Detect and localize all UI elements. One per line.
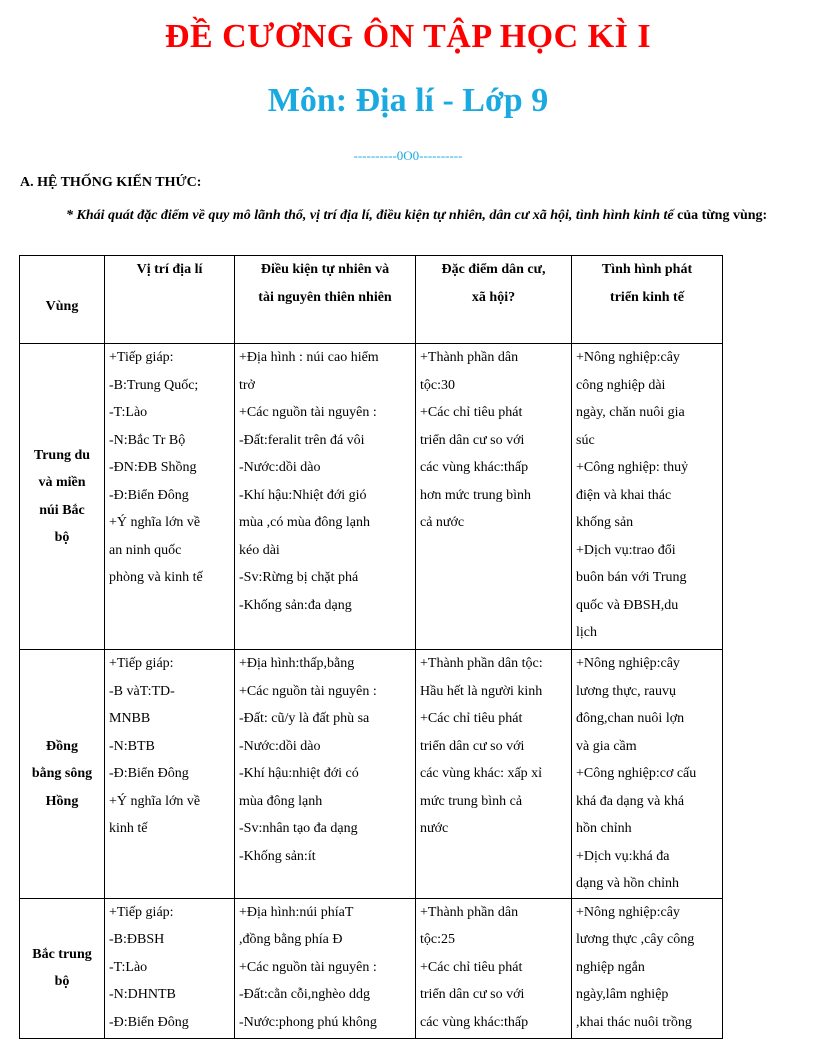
cell-text-line: quốc và ĐBSH,du: [576, 597, 679, 613]
cell-text-line: các vùng khác:thấp: [420, 1014, 529, 1030]
cell-text-line: và gia cầm: [576, 738, 637, 754]
region-name-line: bằng sông: [31, 766, 93, 781]
cell-text-line: -Nước:dồi dào: [239, 738, 321, 754]
intro-lead: * Khái quát đặc điểm về quy mô lãnh thổ, vị trí địa lí, điều kiện tự nhiên, dân cư xã hội, tình hình kinh tế: [66, 208, 674, 223]
table-body: [20, 344, 723, 1039]
cell-text-line: -Đ:Biển Đông: [109, 1014, 189, 1030]
cell-text-line: +Công nghiệp: thuỷ: [576, 460, 689, 475]
header-dan-cu: [416, 256, 572, 344]
cell-text-line: +Địa hình:thấp,bằng: [239, 656, 355, 671]
cell-text-line: súc: [576, 432, 595, 448]
cell-text-line: điện và khai thác: [576, 487, 672, 503]
cell-dan-cu: [416, 650, 572, 899]
cell-text-line: triển dân cư so với: [420, 432, 525, 448]
cell-text-line: tộc:30: [420, 377, 455, 393]
header-kinh-te: [572, 256, 723, 344]
region-name-line: bộ: [54, 974, 70, 989]
cell-text-line: +Các chỉ tiêu phát: [420, 959, 523, 975]
cell-text-line: tộc:25: [420, 932, 455, 947]
cell-text-line: nghiệp ngắn: [576, 959, 645, 975]
cell-text-line: -B:ĐBSH: [109, 932, 165, 947]
cell-dieu-kien: [235, 344, 416, 650]
cell-dieu-kien: [235, 898, 416, 1038]
cell-text-line: ngày, chăn nuôi gia: [576, 405, 685, 420]
cell-text-line: hồn chỉnh: [576, 821, 632, 836]
cell-text-line: cả nước: [420, 515, 465, 530]
cell-text-line: -Khống sản:ít: [239, 848, 316, 864]
cell-text-line: trở: [239, 377, 255, 393]
document-title: ĐỀ CƯƠNG ÔN TẬP HỌC KÌ I: [164, 18, 652, 55]
cell-text-line: -ĐN:ĐB Shồng: [109, 460, 197, 475]
cell-text-line: +Tiếp giáp:: [109, 350, 174, 365]
cell-text-line: -T:Lào: [109, 959, 148, 975]
cell-text-line: -Đất:feralit trên đá vôi: [239, 432, 365, 448]
cell-text-line: +Nông nghiệp:cây: [576, 904, 680, 920]
cell-vi-tri: [105, 650, 235, 899]
cell-text-line: +Nông nghiệp:cây: [576, 350, 680, 365]
cell-text-line: +Thành phần dân: [420, 904, 519, 920]
cell-text-line: +Địa hình:núi phíaT: [239, 904, 354, 920]
header-kinh-te-line: triển kinh tế: [610, 289, 684, 305]
table-header-row: [20, 256, 723, 344]
header-dan-cu-line: xã hội?: [471, 289, 516, 305]
cell-text-line: -Khí hậu:nhiệt đới có: [239, 766, 359, 781]
cell-text-line: ,đồng bằng phía Đ: [239, 932, 343, 947]
header-dieu-kien-line: Điều kiện tự nhiên và: [260, 262, 390, 277]
region-name-cell: [20, 344, 105, 650]
cell-text-line: +Các chỉ tiêu phát: [420, 405, 523, 420]
cell-text-line: ,khai thác nuôi trồng: [576, 1014, 692, 1030]
header-dieu-kien-line: tài nguyên thiên nhiên: [258, 289, 392, 305]
cell-text-line: triển dân cư so với: [420, 987, 525, 1002]
cell-text-line: kéo dài: [239, 542, 280, 558]
cell-text-line: -N:Bắc Tr Bộ: [109, 432, 186, 448]
cell-text-line: +Các chỉ tiêu phát: [420, 711, 523, 726]
cell-text-line: -Đất: cũ/y là đất phù sa: [239, 711, 370, 726]
cell-kinh-te: [572, 650, 723, 899]
cell-kinh-te: [572, 898, 723, 1038]
regions-table: [19, 255, 723, 1039]
cell-text-line: lịch: [576, 625, 597, 640]
cell-text-line: -B vàT:TD-: [109, 683, 175, 699]
region-name-line: Đồng: [46, 738, 78, 754]
cell-text-line: +Ý nghĩa lớn về: [109, 515, 201, 530]
header-dan-cu-line: Đặc điểm dân cư,: [441, 262, 546, 277]
cell-text-line: +Tiếp giáp:: [109, 904, 174, 920]
region-name-cell: [20, 898, 105, 1038]
region-name-line: bộ: [54, 530, 70, 545]
region-name-line: núi Bắc: [39, 502, 85, 518]
header-vung-label: Vùng: [45, 298, 79, 314]
cell-text-line: lương thực, rauvụ: [576, 683, 676, 699]
cell-text-line: -Nước:phong phú không: [239, 1014, 377, 1030]
cell-text-line: khá đa dạng và khá: [576, 793, 685, 809]
cell-text-line: triển dân cư so với: [420, 738, 525, 754]
cell-text-line: các vùng khác: xấp xỉ: [420, 766, 543, 781]
header-dieu-kien: [235, 256, 416, 344]
cell-text-line: -Khống sản:đa dạng: [239, 597, 352, 613]
cell-text-line: phòng và kinh tế: [109, 570, 203, 585]
intro-tail: của từng vùng:: [677, 208, 768, 223]
cell-text-line: mùa ,có mùa đông lạnh: [239, 515, 371, 530]
cell-text-line: -T:Lào: [109, 405, 148, 420]
cell-vi-tri: [105, 898, 235, 1038]
cell-text-line: các vùng khác:thấp: [420, 460, 529, 475]
cell-text-line: MNBB: [109, 711, 151, 726]
cell-text-line: +Thành phần dân tộc:: [420, 656, 543, 671]
header-kinh-te-line: Tình hình phát: [601, 262, 693, 277]
cell-text-line: buôn bán với Trung: [576, 570, 687, 585]
header-vi-tri-label: Vị trí địa lí: [136, 262, 203, 277]
cell-text-line: mùa đông lạnh: [239, 793, 323, 809]
cell-text-line: +Địa hình : núi cao hiểm: [239, 350, 379, 365]
cell-text-line: lương thực ,cây công: [576, 932, 695, 947]
cell-text-line: hơn mức trung bình: [420, 487, 532, 503]
cell-text-line: +Tiếp giáp:: [109, 656, 174, 671]
cell-vi-tri: [105, 344, 235, 650]
cell-text-line: mức trung bình cả: [420, 793, 523, 809]
cell-text-line: kinh tế: [109, 821, 148, 836]
cell-kinh-te: [572, 344, 723, 650]
section-heading: A. HỆ THỐNG KIẾN THỨC:: [20, 175, 202, 190]
region-name-line: và miền: [38, 475, 86, 490]
cell-text-line: -Đ:Biển Đông: [109, 766, 189, 781]
cell-text-line: ngày,lâm nghiệp: [576, 987, 669, 1002]
cell-text-line: đông,chan nuôi lợn: [576, 711, 685, 726]
cell-dan-cu: [416, 898, 572, 1038]
cell-text-line: nước: [420, 821, 449, 836]
cell-text-line: +Các nguồn tài nguyên :: [239, 959, 377, 975]
region-name-line: Bắc trung: [32, 946, 92, 962]
cell-text-line: -N:DHNTB: [109, 987, 176, 1002]
cell-text-line: +Nông nghiệp:cây: [576, 656, 680, 671]
table-row: [20, 650, 723, 899]
cell-dan-cu: [416, 344, 572, 650]
region-name-line: Trung du: [33, 447, 91, 463]
cell-text-line: -Sv:nhân tạo đa dạng: [239, 821, 358, 836]
cell-text-line: khống sản: [576, 515, 634, 530]
cell-text-line: +Dịch vụ:trao đổi: [576, 542, 676, 558]
cell-text-line: -Sv:Rừng bị chặt phá: [239, 570, 359, 585]
cell-dieu-kien: [235, 650, 416, 899]
cell-text-line: +Công nghiệp:cơ cấu: [576, 766, 697, 781]
cell-text-line: -Đất:cằn cỗi,nghèo ddg: [239, 987, 371, 1002]
header-vi-tri: [105, 256, 235, 344]
cell-text-line: +Các nguồn tài nguyên :: [239, 683, 377, 699]
cell-text-line: +Các nguồn tài nguyên :: [239, 405, 377, 420]
cell-text-line: -N:BTB: [109, 738, 155, 754]
region-name-line: Hồng: [45, 793, 79, 809]
cell-text-line: +Dịch vụ:khá đa: [576, 848, 670, 864]
cell-text-line: Hầu hết là người kinh: [420, 683, 543, 699]
cell-text-line: +Thành phần dân: [420, 350, 519, 365]
header-vung: [20, 256, 105, 344]
table-row: [20, 898, 723, 1038]
cell-text-line: an ninh quốc: [109, 542, 182, 558]
region-name-cell: [20, 650, 105, 899]
cell-text-line: -Nước:dồi dào: [239, 460, 321, 475]
cell-text-line: +Ý nghĩa lớn về: [109, 793, 201, 809]
intro-paragraph: [20, 202, 800, 230]
divider-line: ----------0O0----------: [353, 148, 463, 163]
cell-text-line: -Khí hậu:Nhiệt đới gió: [239, 487, 367, 503]
cell-text-line: công nghiệp dài: [576, 377, 666, 393]
document-subtitle: Môn: Địa lí - Lớp 9: [267, 82, 549, 119]
cell-text-line: -B:Trung Quốc;: [109, 377, 199, 393]
cell-text-line: -Đ:Biển Đông: [109, 487, 189, 503]
cell-text-line: dạng và hồn chỉnh: [576, 876, 680, 891]
table-row: [20, 344, 723, 650]
